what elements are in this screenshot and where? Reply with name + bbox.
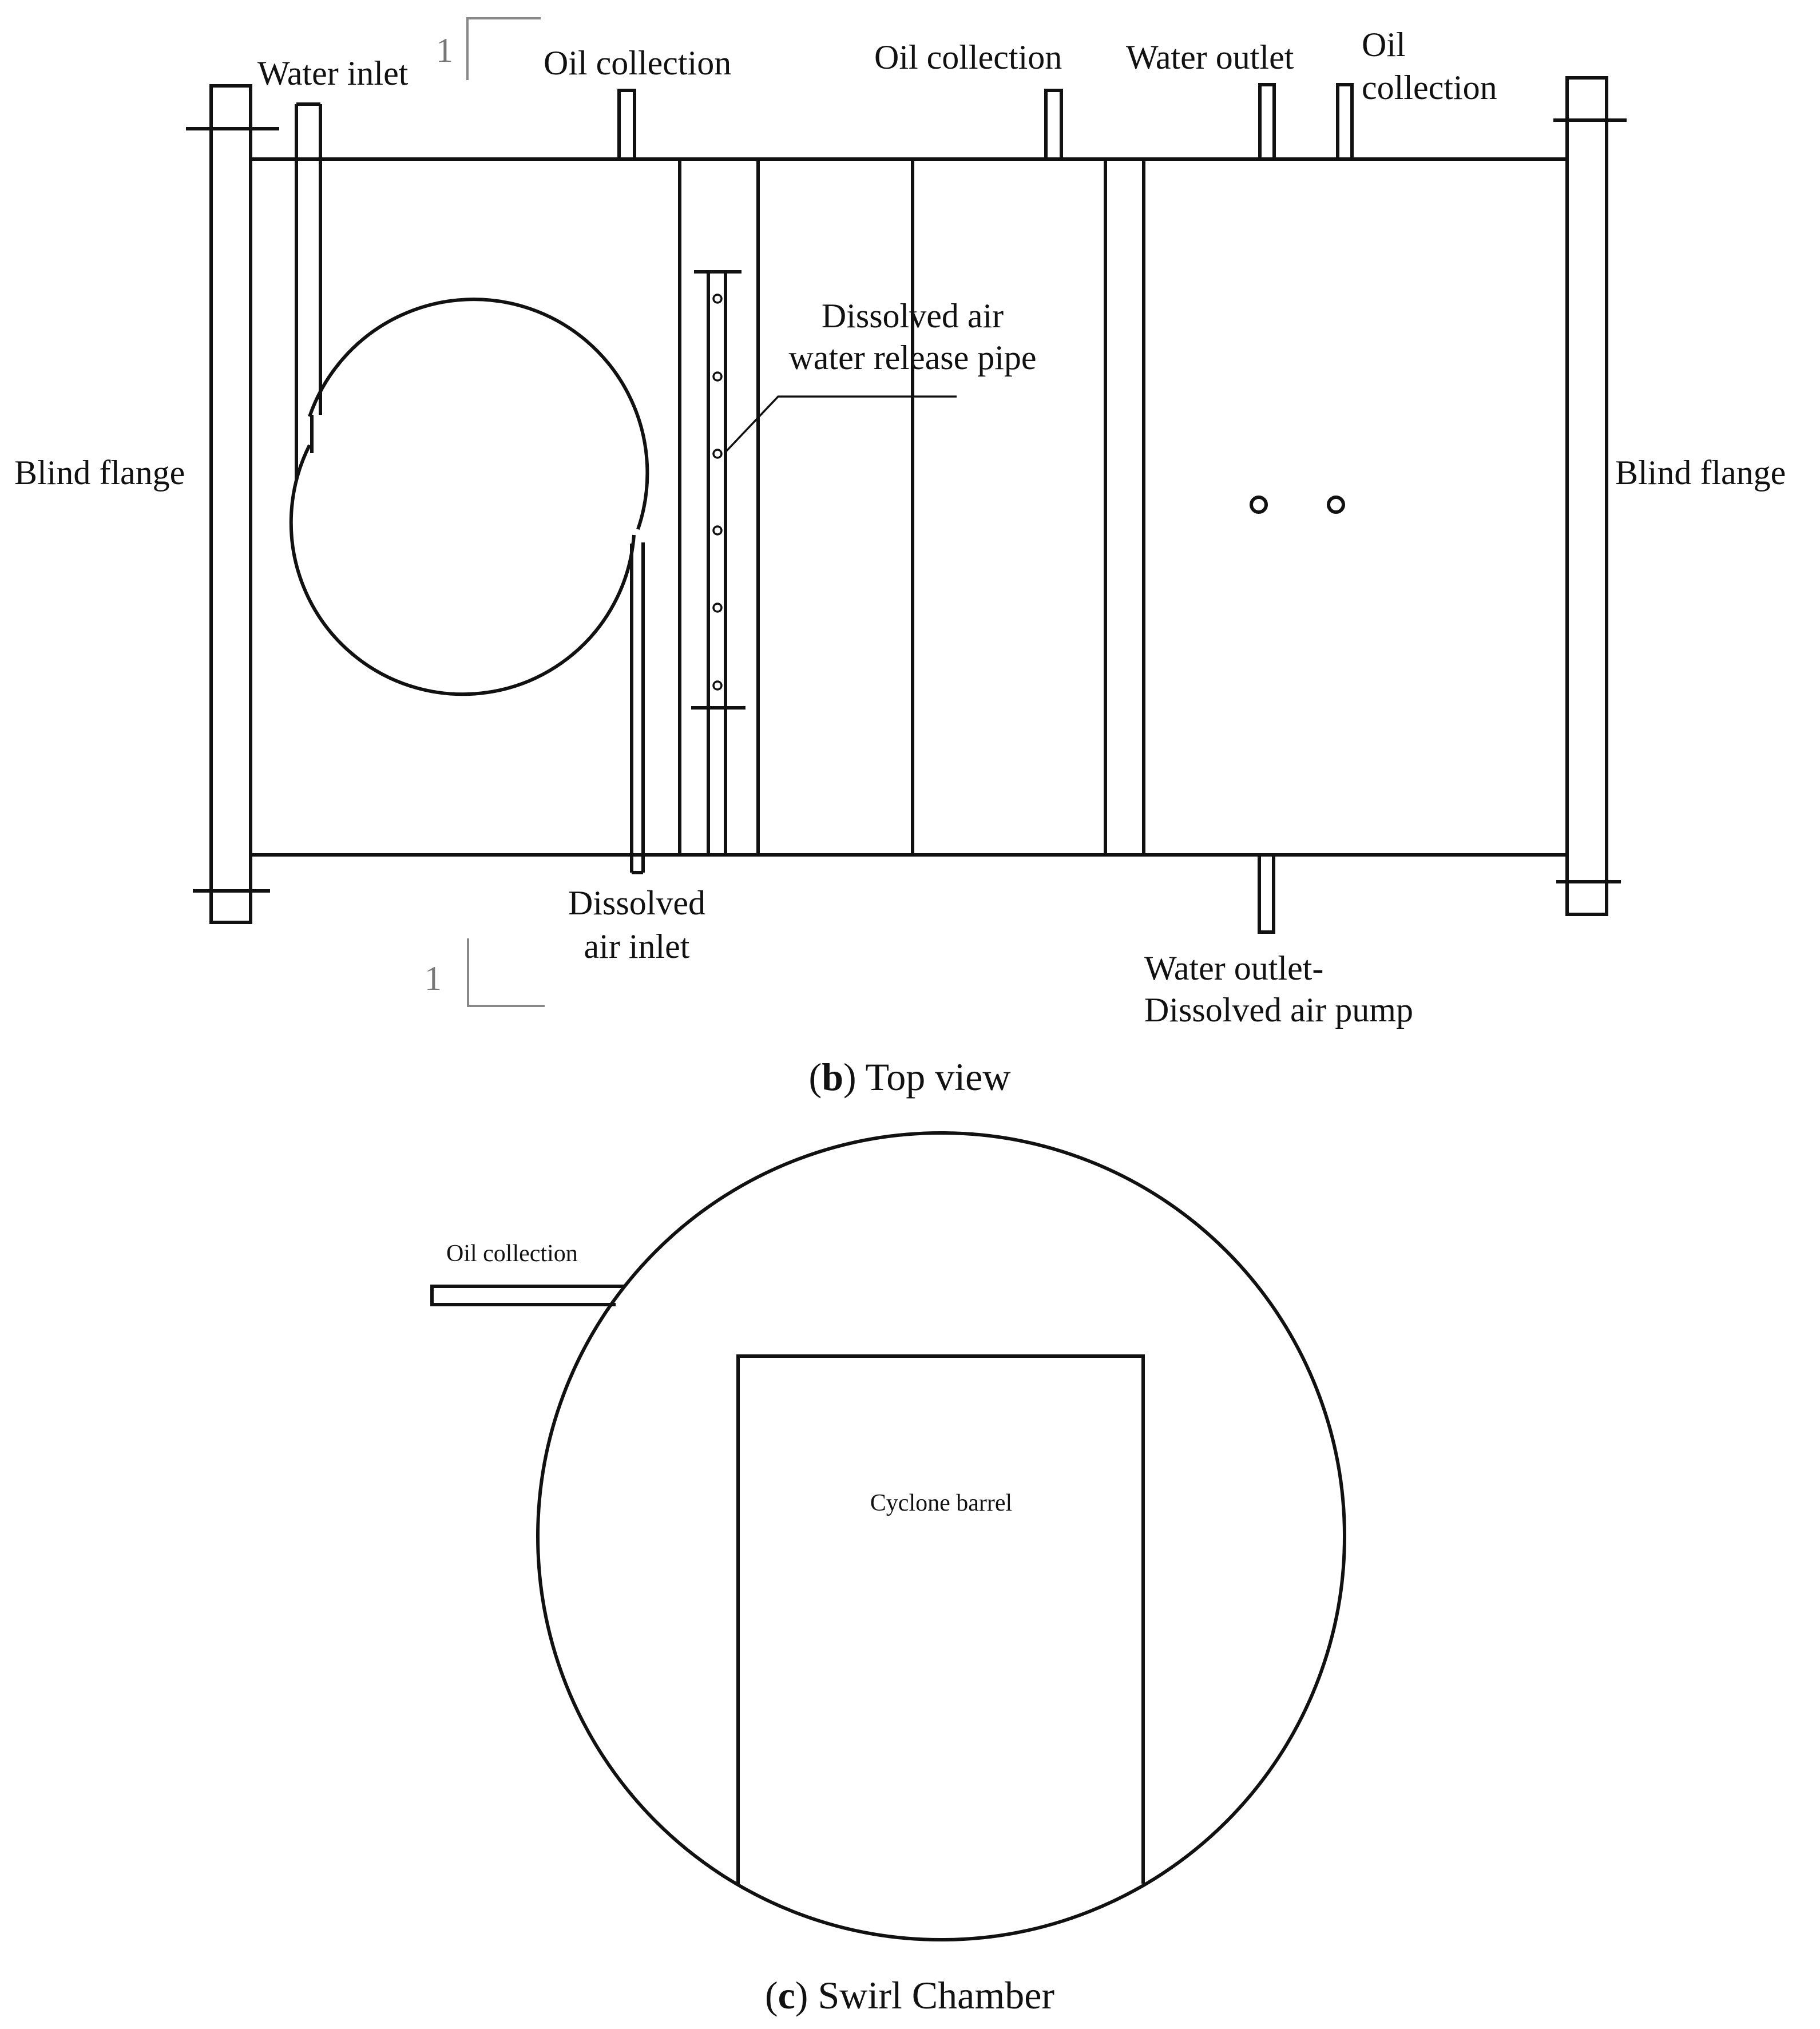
label-oil-collection-2: Oil collection [874, 38, 1062, 76]
swirl-chamber-drawing [432, 1133, 1345, 1940]
label-dissolved-air-inlet-line1: Dissolved [568, 884, 705, 922]
label-oil-collection-1: Oil collection [544, 44, 732, 82]
caption-swirl-chamber: (c) Swirl Chamber [764, 1973, 1055, 2017]
section-mark-bottom-number: 1 [425, 960, 442, 997]
caption-swirl-chamber-letter: c [778, 1973, 795, 2017]
release-hole [713, 526, 721, 534]
caption-swirl-chamber-text: Swirl Chamber [808, 1973, 1055, 2017]
label-dissolved-air-release-line1: Dissolved air [821, 297, 1004, 335]
label-blind-flange-right: Blind flange [1615, 454, 1786, 492]
release-pipe-leader [725, 397, 957, 452]
section-mark-top-number: 1 [436, 31, 453, 69]
caption-top-view-letter: b [822, 1055, 844, 1099]
release-hole [713, 604, 721, 612]
swirl-circle [291, 445, 634, 694]
cyclone-barrel [738, 1356, 1143, 1885]
label-dissolved-air-release-line2: water release pipe [788, 339, 1037, 377]
release-hole [713, 295, 721, 303]
section-mark-bottom [468, 938, 545, 1006]
label-water-outlet-pump-line2: Dissolved air pump [1144, 991, 1413, 1029]
release-hole [713, 372, 721, 381]
release-hole [713, 450, 721, 458]
section-mark-top [467, 18, 541, 80]
label-oil-collection: Oil collection [446, 1241, 578, 1267]
top-view-drawing [14, 18, 1786, 1029]
outlet-hole-2 [1329, 497, 1343, 512]
dissolved-air-release-pipe [691, 272, 746, 855]
water-outlet-pump-pipe [1259, 855, 1274, 932]
label-cyclone-barrel: Cyclone barrel [870, 1490, 1013, 1516]
label-water-outlet-pump-line1: Water outlet- [1144, 949, 1324, 987]
vessel-body [247, 159, 1568, 855]
water-outlet-pipe [1260, 85, 1274, 159]
release-hole [713, 681, 721, 689]
oil-collection-pipe-3 [1338, 85, 1352, 159]
label-oil-collection-3-line1: Oil [1362, 26, 1406, 64]
label-dissolved-air-inlet-line2: air inlet [584, 928, 690, 965]
label-blind-flange-left: Blind flange [14, 454, 185, 492]
swirl-circle-top-arc [310, 299, 647, 529]
oil-collection-pipe [432, 1286, 624, 1305]
caption-top-view: (b) Top view [808, 1055, 1011, 1099]
caption-top-view-text: Top view [856, 1055, 1011, 1099]
blind-flange-right-plate [1567, 78, 1607, 914]
outlet-hole-1 [1251, 497, 1266, 512]
label-oil-collection-3-line2: collection [1362, 69, 1497, 106]
label-water-outlet: Water outlet [1126, 38, 1294, 76]
swirl-chamber-circle [538, 1133, 1345, 1940]
oil-collection-pipe-2 [1046, 90, 1061, 159]
oil-collection-pipe-1 [619, 90, 635, 159]
blind-flange-left-plate [211, 86, 251, 922]
label-water-inlet: Water inlet [257, 54, 409, 92]
